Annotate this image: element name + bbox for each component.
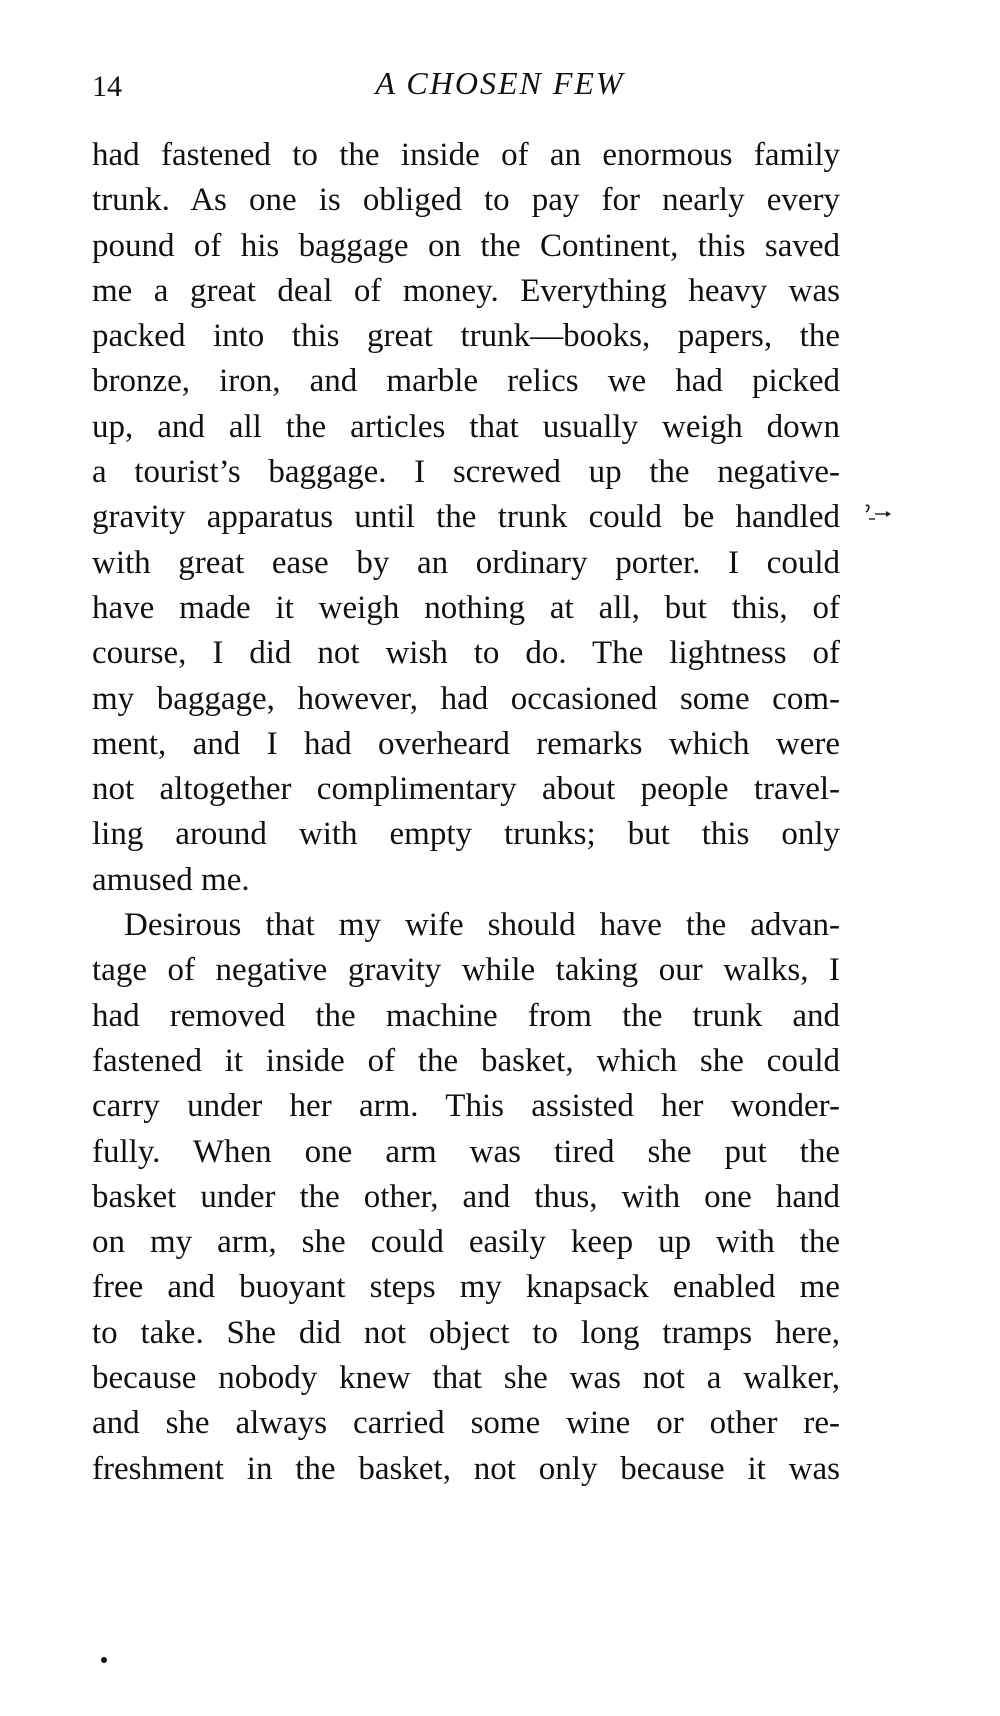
text-line: gravity apparatus until the trunk could be handled bbox=[92, 499, 840, 536]
text-line: have made it weigh nothing at all, but this, of bbox=[92, 589, 840, 626]
text-line: free and buoyant steps my knapsack enabled me bbox=[92, 1269, 840, 1306]
page-dot-mark bbox=[101, 1657, 107, 1663]
text-line: pound of his baggage on the Continent, this saved bbox=[92, 227, 840, 264]
running-head-title: A CHOSEN FEW bbox=[375, 65, 625, 101]
text-line: Desirous that my wife should have the advan- bbox=[124, 907, 840, 944]
text-line: my baggage, however, had occasioned some com- bbox=[92, 680, 840, 717]
paragraph-1 bbox=[92, 133, 840, 903]
text-line: to take. She did not object to long tramps here, bbox=[92, 1314, 840, 1351]
text-line: fastened it inside of the basket, which she could bbox=[92, 1042, 840, 1079]
text-line: fully. When one arm was tired she put the bbox=[92, 1133, 840, 1170]
text-line: carry under her arm. This assisted her wonder- bbox=[92, 1088, 840, 1125]
text-line: basket under the other, and thus, with one hand bbox=[92, 1178, 840, 1215]
text-line: up, and all the articles that usually weigh down bbox=[92, 408, 840, 445]
text-line: amused me. bbox=[92, 861, 250, 898]
text-line: bronze, iron, and marble relics we had picked bbox=[92, 363, 840, 400]
body-text bbox=[92, 133, 840, 1492]
text-line: trunk. As one is obliged to pay for nearly every bbox=[92, 182, 840, 219]
text-line: and she always carried some wine or other re- bbox=[92, 1405, 840, 1442]
text-line: had fastened to the inside of an enormous family bbox=[92, 137, 840, 173]
text-line: packed into this great trunk—books, papers, the bbox=[92, 318, 840, 355]
page-number: 14 bbox=[92, 70, 122, 103]
text-line: ling around with empty trunks; but this only bbox=[92, 816, 840, 853]
text-line: me a great deal of money. Everything heavy was bbox=[92, 272, 840, 309]
text-line: freshment in the basket, not only because it was bbox=[92, 1450, 840, 1487]
paragraph-2 bbox=[92, 903, 840, 1492]
text-line: had removed the machine from the trunk and bbox=[92, 997, 840, 1034]
margin-mark-icon bbox=[862, 502, 892, 526]
text-line: not altogether complimentary about people travel- bbox=[92, 771, 840, 808]
text-line: with great ease by an ordinary porter. I could bbox=[92, 544, 840, 581]
text-line: a tourist’s baggage. I screwed up the negative- bbox=[92, 454, 840, 491]
text-line: on my arm, she could easily keep up with the bbox=[92, 1224, 840, 1261]
text-line: ment, and I had overheard remarks which were bbox=[92, 725, 840, 762]
text-line: because nobody knew that she was not a walker, bbox=[92, 1360, 840, 1397]
text-line: tage of negative gravity while taking our walks, I bbox=[92, 952, 840, 989]
text-line: course, I did not wish to do. The lightness of bbox=[92, 635, 840, 672]
